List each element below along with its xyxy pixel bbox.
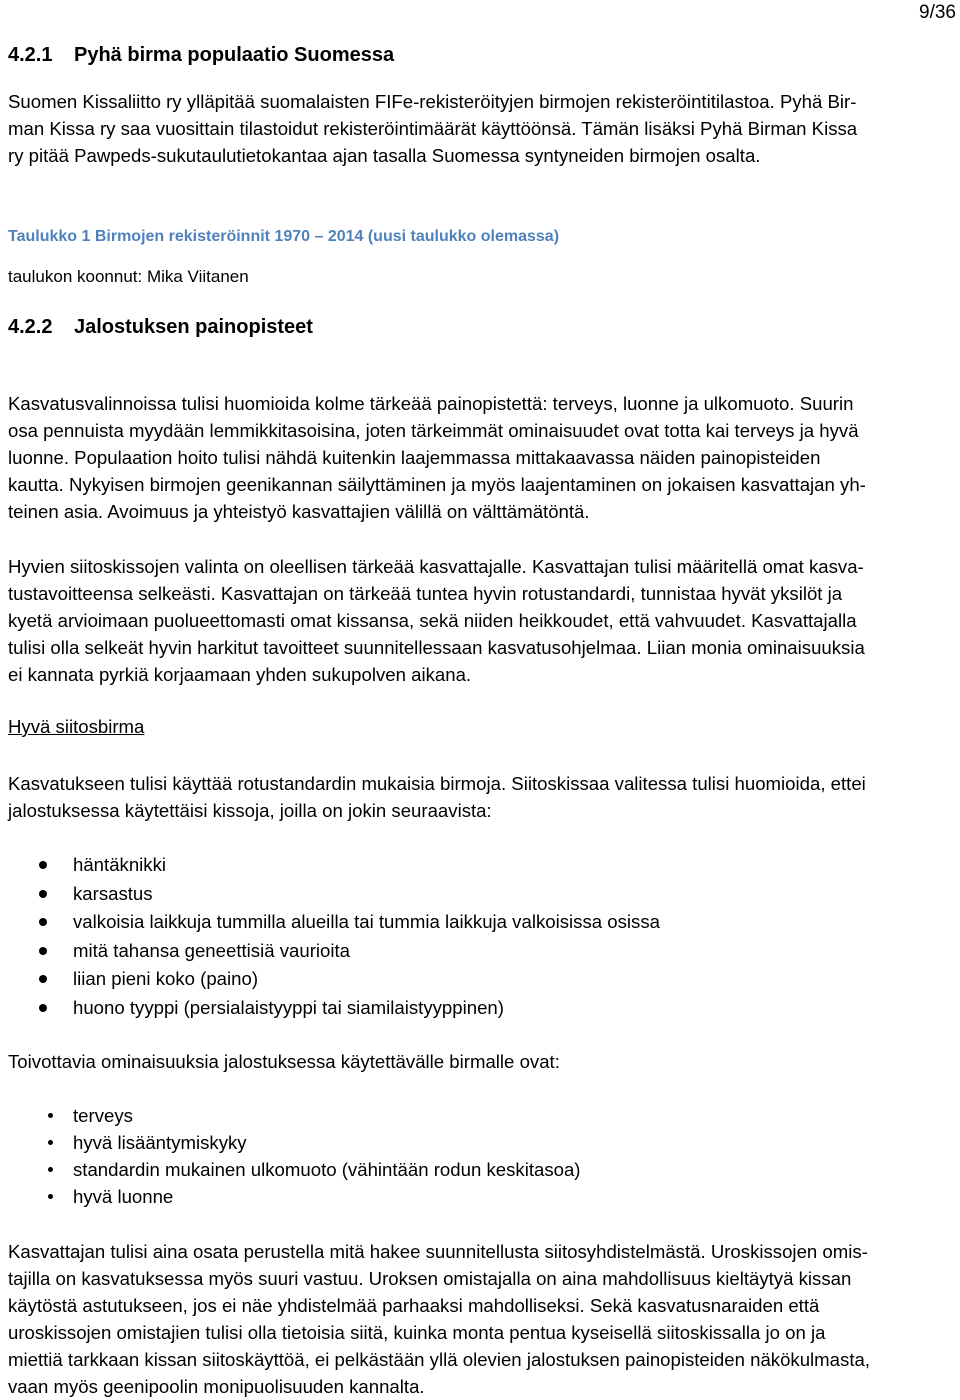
paragraph-breeder-responsibility <box>8 1238 950 1400</box>
text-line: luonne. Populaation hoito tulisi nähdä kuitenkin laajemmassa mittakaavassa näiden painopisteiden <box>8 447 821 468</box>
table-author: taulukon koonnut: Mika Viitanen <box>8 267 249 286</box>
section-heading-4-2-1 <box>8 44 394 67</box>
page-number: 9/36 <box>919 2 956 23</box>
text-line: Hyvien siitoskissojen valinta on oleellisen tärkeää kasvattajalle. Kasvattajan tulisi määritellä omat kasva- <box>8 556 864 577</box>
section-title: Jalostuksen painopisteet <box>74 316 313 338</box>
text-line: osa pennuista myydään lemmikkitasoisina, joten tärkeimmät ominaisuudet ovat totta kai terveys ja hyvä <box>8 420 859 441</box>
text-line: tajilla on kasvatuksessa myös suuri vastuu. Uroksen omistajalla on aina mahdollisuus kieltäytyä kissan <box>8 1268 852 1289</box>
bullet-icon <box>39 947 47 955</box>
bullet-icon <box>39 975 47 983</box>
text-line: Kasvatukseen tulisi käyttää rotustandardin mukaisia birmoja. Siitoskissaa valitessa tulisi huomioida, ettei <box>8 773 866 794</box>
text-line: teinen asia. Avoimuus ja yhteistyö kasvattajien välillä on välttämätöntä. <box>8 501 590 522</box>
paragraph-breeder-selection <box>8 553 950 688</box>
paragraph-priorities <box>8 390 950 525</box>
text-line: ry pitää Pawpeds-sukutaulutietokantaa ajan tasalla Suomessa syntyneiden birmojen osalta. <box>8 145 761 166</box>
section-number: 4.2.1 <box>8 44 53 66</box>
bullet-icon <box>48 1113 53 1118</box>
paragraph-standard <box>8 770 950 824</box>
text-line: kautta. Nykyisen birmojen geenikannan säilyttäminen ja myös laajentaminen on jokaisen kasvattajan yh- <box>8 474 866 495</box>
text-line: kyetä arvioimaan puolueettomasti omat kissansa, sekä niiden heikkoudet, että vahvuudet. Kasvattajalla <box>8 610 857 631</box>
list-item: standardin mukainen ulkomuoto (vähintään rodun keskitasoa) <box>8 1156 581 1183</box>
section-heading-4-2-2 <box>8 316 313 339</box>
bullet-icon <box>39 918 47 926</box>
list-item: hyvä luonne <box>8 1183 581 1210</box>
list-item: liian pieni koko (paino) <box>8 965 660 994</box>
list-item: mitä tahansa geneettisiä vaurioita <box>8 937 660 966</box>
list-item: hyvä lisääntymiskyky <box>8 1129 581 1156</box>
text-line: man Kissa ry saa vuosittain tilastoidut rekisteröintimäärät käyttöönsä. Tämän lisäksi Pyhä Birman Kissa <box>8 118 858 139</box>
desired-traits-list <box>8 1102 581 1210</box>
text-line: tulisi olla selkeät hyvin harkitut tavoitteet suunnitellessaan kasvatusohjelmaa. Liian monia ominaisuuksia <box>8 637 865 658</box>
text-line: jalostuksessa käytettäisi kissoja, joilla on jokin seuraavista: <box>8 800 492 821</box>
bullet-icon <box>48 1140 53 1145</box>
text-line: Kasvattajan tulisi aina osata perustella mitä hakee suunnitellusta siitosyhdistelmästä. Uroskissojen omis- <box>8 1241 868 1262</box>
paragraph-population <box>8 88 950 169</box>
text-line: miettiä tarkkaan kissan siitoskäyttöä, ei pelkästään yllä olevien jalostuksen painopisteiden näkökulmasta, <box>8 1349 870 1370</box>
desired-intro: Toivottavia ominaisuuksia jalostuksessa käytettävälle birmalle ovat: <box>8 1051 560 1072</box>
text-line: Kasvatusvalinnoissa tulisi huomioida kolme tärkeää painopistettä: terveys, luonne ja ulkomuoto. Suurin <box>8 393 854 414</box>
bullet-icon <box>39 861 47 869</box>
list-item: valkoisia laikkuja tummilla alueilla tai tummia laikkuja valkoisissa osissa <box>8 908 660 937</box>
section-title: Pyhä birma populaatio Suomessa <box>74 44 395 66</box>
text-line: Suomen Kissaliitto ry ylläpitää suomalaisten FIFe-rekisteröityjen birmojen rekisteröintitilastoa. Pyhä Bir- <box>8 91 857 112</box>
text-line: tustavoitteensa selkeästi. Kasvattajan on tärkeää tuntea hyvin rotustandardi, tunnistaa hyvät yksilöt ja <box>8 583 843 604</box>
bullet-icon <box>39 1004 47 1012</box>
list-item: häntäknikki <box>8 851 660 880</box>
text-line: käytöstä astutukseen, jos ei näe yhdistelmää parhaaksi mahdolliseksi. Sekä kasvatusnaraiden että <box>8 1295 820 1316</box>
bullet-icon <box>48 1167 53 1172</box>
bullet-icon <box>48 1194 53 1199</box>
subheading-good-breeding-birman: Hyvä siitosbirma <box>8 716 145 737</box>
text-line: uroskissojen omistajien tulisi olla tietoisia siitä, kuinka monta pentua kyseisellä siitoskissalla jo on ja <box>8 1322 826 1343</box>
list-item: huono tyyppi (persialaistyyppi tai siamilaistyyppinen) <box>8 994 660 1023</box>
bullet-icon <box>39 890 47 898</box>
text-line: ei kannata pyrkiä korjaamaan yhden sukupolven aikana. <box>8 664 472 685</box>
list-item: terveys <box>8 1102 581 1129</box>
list-item: karsastus <box>8 880 660 909</box>
avoid-traits-list <box>8 851 660 1023</box>
section-number: 4.2.2 <box>8 316 53 338</box>
text-line: vaan myös geenipoolin monipuolisuuden kannalta. <box>8 1376 425 1397</box>
table-caption: Taulukko 1 Birmojen rekisteröinnit 1970 – 2014 (uusi taulukko olemassa) <box>8 228 560 245</box>
